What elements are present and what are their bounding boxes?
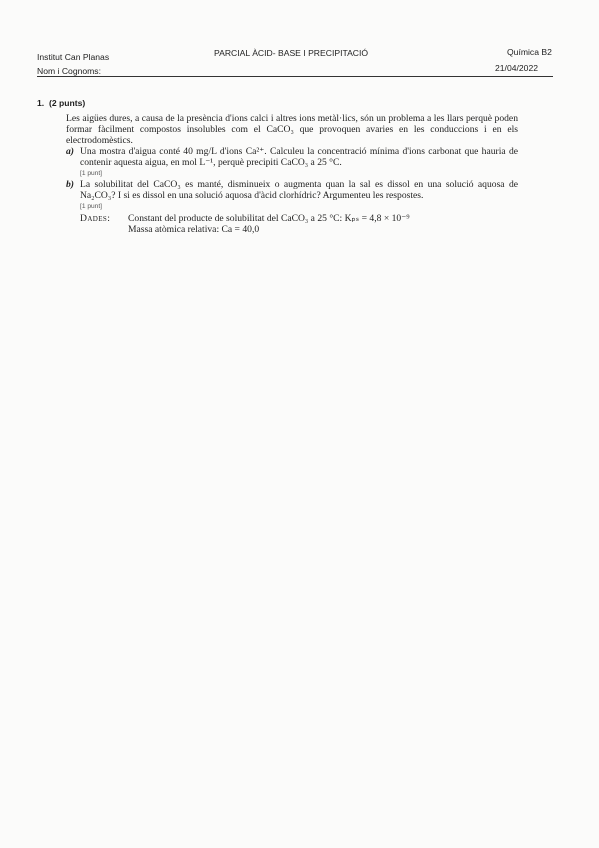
exam-date: 21/04/2022 bbox=[495, 63, 539, 73]
part-b-text: La solubilitat del CaCO₃ es manté, disminueix o augmenta quan la sal es dissol en una solució aquosa de Na₂CO₃? I si es dissol en una solució aquosa d'àcid clorhídric? Argumenteu les respostes. bbox=[80, 179, 518, 201]
data-lines bbox=[128, 213, 410, 235]
school-name: Institut Can Planas bbox=[37, 52, 110, 62]
part-b-label: b) bbox=[66, 179, 74, 190]
data-line-atomic-mass: Massa atòmica relativa: Ca = 40,0 bbox=[128, 224, 260, 235]
question-intro: Les aigües dures, a causa de la presència d'ions calci i altres ions metàl·lics, són un problema a les llars perquè poden formar fàcilment compostos insolubles com el CaCO₃ que provoquen avaries en les conduccions i en els electrodomèstics. bbox=[66, 113, 518, 146]
question-points: (2 punts) bbox=[48, 98, 86, 108]
part-b bbox=[66, 179, 518, 201]
subject-label: Química B2 bbox=[507, 47, 552, 57]
question-number: 1. bbox=[37, 98, 45, 108]
part-a bbox=[66, 146, 518, 168]
data-section bbox=[80, 213, 518, 235]
part-a-text: Una mostra d'aigua conté 40 mg/L d'ions Ca²⁺. Calculeu la concentració mínima d'ions carbonat que hauria de contenir aquesta aigua, en mol L⁻¹, perquè precipiti CaCO₃ a 25 °C. bbox=[80, 146, 518, 168]
part-b-points: [1 punt] bbox=[80, 203, 102, 210]
part-a-points: [1 punt] bbox=[80, 170, 102, 177]
header-divider bbox=[37, 76, 553, 77]
exam-title: PARCIAL ÀCID- BASE I PRECIPITACIÓ bbox=[214, 48, 369, 58]
data-line-ksp: Constant del producte de solubilitat del CaCO₃ a 25 °C: Kₚₛ = 4,8 × 10⁻⁹ bbox=[128, 213, 410, 224]
data-label: Dades: bbox=[80, 213, 111, 224]
part-a-label: a) bbox=[66, 146, 74, 157]
question-body bbox=[66, 113, 518, 235]
student-name-label: Nom i Cognoms: bbox=[37, 66, 101, 76]
question-heading bbox=[37, 98, 85, 108]
